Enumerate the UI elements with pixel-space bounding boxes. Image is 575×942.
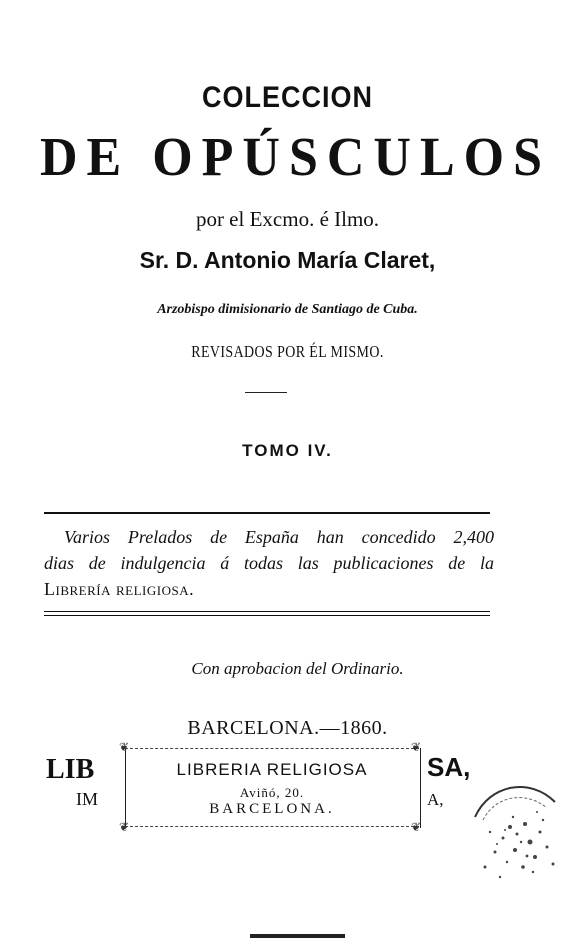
stamp-bottom-border bbox=[125, 826, 419, 827]
stamp-left-small-text: IM bbox=[76, 789, 98, 809]
stamp-top-border bbox=[125, 748, 419, 749]
approval-note: Con aprobacion del Ordinario. bbox=[191, 659, 404, 678]
imprint-place-date: BARCELONA.—1860. bbox=[187, 717, 388, 739]
author-name: Sr. D. Antonio María Claret, bbox=[139, 247, 436, 273]
stamp-shop-name: LIBRERIA RELIGIOSA bbox=[176, 760, 368, 779]
collection-title: COLECCION bbox=[202, 80, 373, 114]
library-seal-icon bbox=[455, 772, 565, 887]
opuscules-title: DE OPÚSCULOS bbox=[39, 127, 552, 188]
corner-ornament-icon: ❦ bbox=[119, 740, 130, 754]
top-divider bbox=[44, 512, 490, 514]
stamp-street: Aviñó, 20. bbox=[239, 785, 305, 800]
bottom-divider-2 bbox=[44, 615, 490, 616]
volume-label: TOMO IV. bbox=[242, 441, 333, 460]
indulgence-notice bbox=[44, 524, 494, 602]
stamp-right-small-text: A, bbox=[427, 790, 444, 809]
indulgence-line-2: dias de indulgencia á todas las publicaciones de la bbox=[44, 553, 494, 573]
corner-ornament-icon: ❦ bbox=[411, 740, 422, 754]
corner-ornament-icon: ❦ bbox=[119, 820, 130, 834]
indulgence-line-3: Librería religiosa. bbox=[44, 579, 195, 599]
stamp-right-text: SA, bbox=[427, 752, 471, 782]
revised-note: REVISADOS POR ÉL MISMO. bbox=[191, 342, 384, 361]
stamp-left-text: LIB bbox=[46, 754, 95, 785]
stamp-city: BARCELONA. bbox=[209, 801, 335, 817]
corner-ornament-icon: ❦ bbox=[411, 820, 422, 834]
short-divider bbox=[245, 392, 287, 393]
bottom-divider-1 bbox=[44, 611, 490, 612]
author-role: Arzobispo dimisionario de Santiago de Cuba. bbox=[157, 302, 418, 317]
honorific-line: por el Excmo. é Ilmo. bbox=[195, 207, 380, 231]
footer-mark bbox=[250, 934, 345, 938]
indulgence-line-1: Varios Prelados de España han concedido 2,400 bbox=[64, 527, 494, 547]
